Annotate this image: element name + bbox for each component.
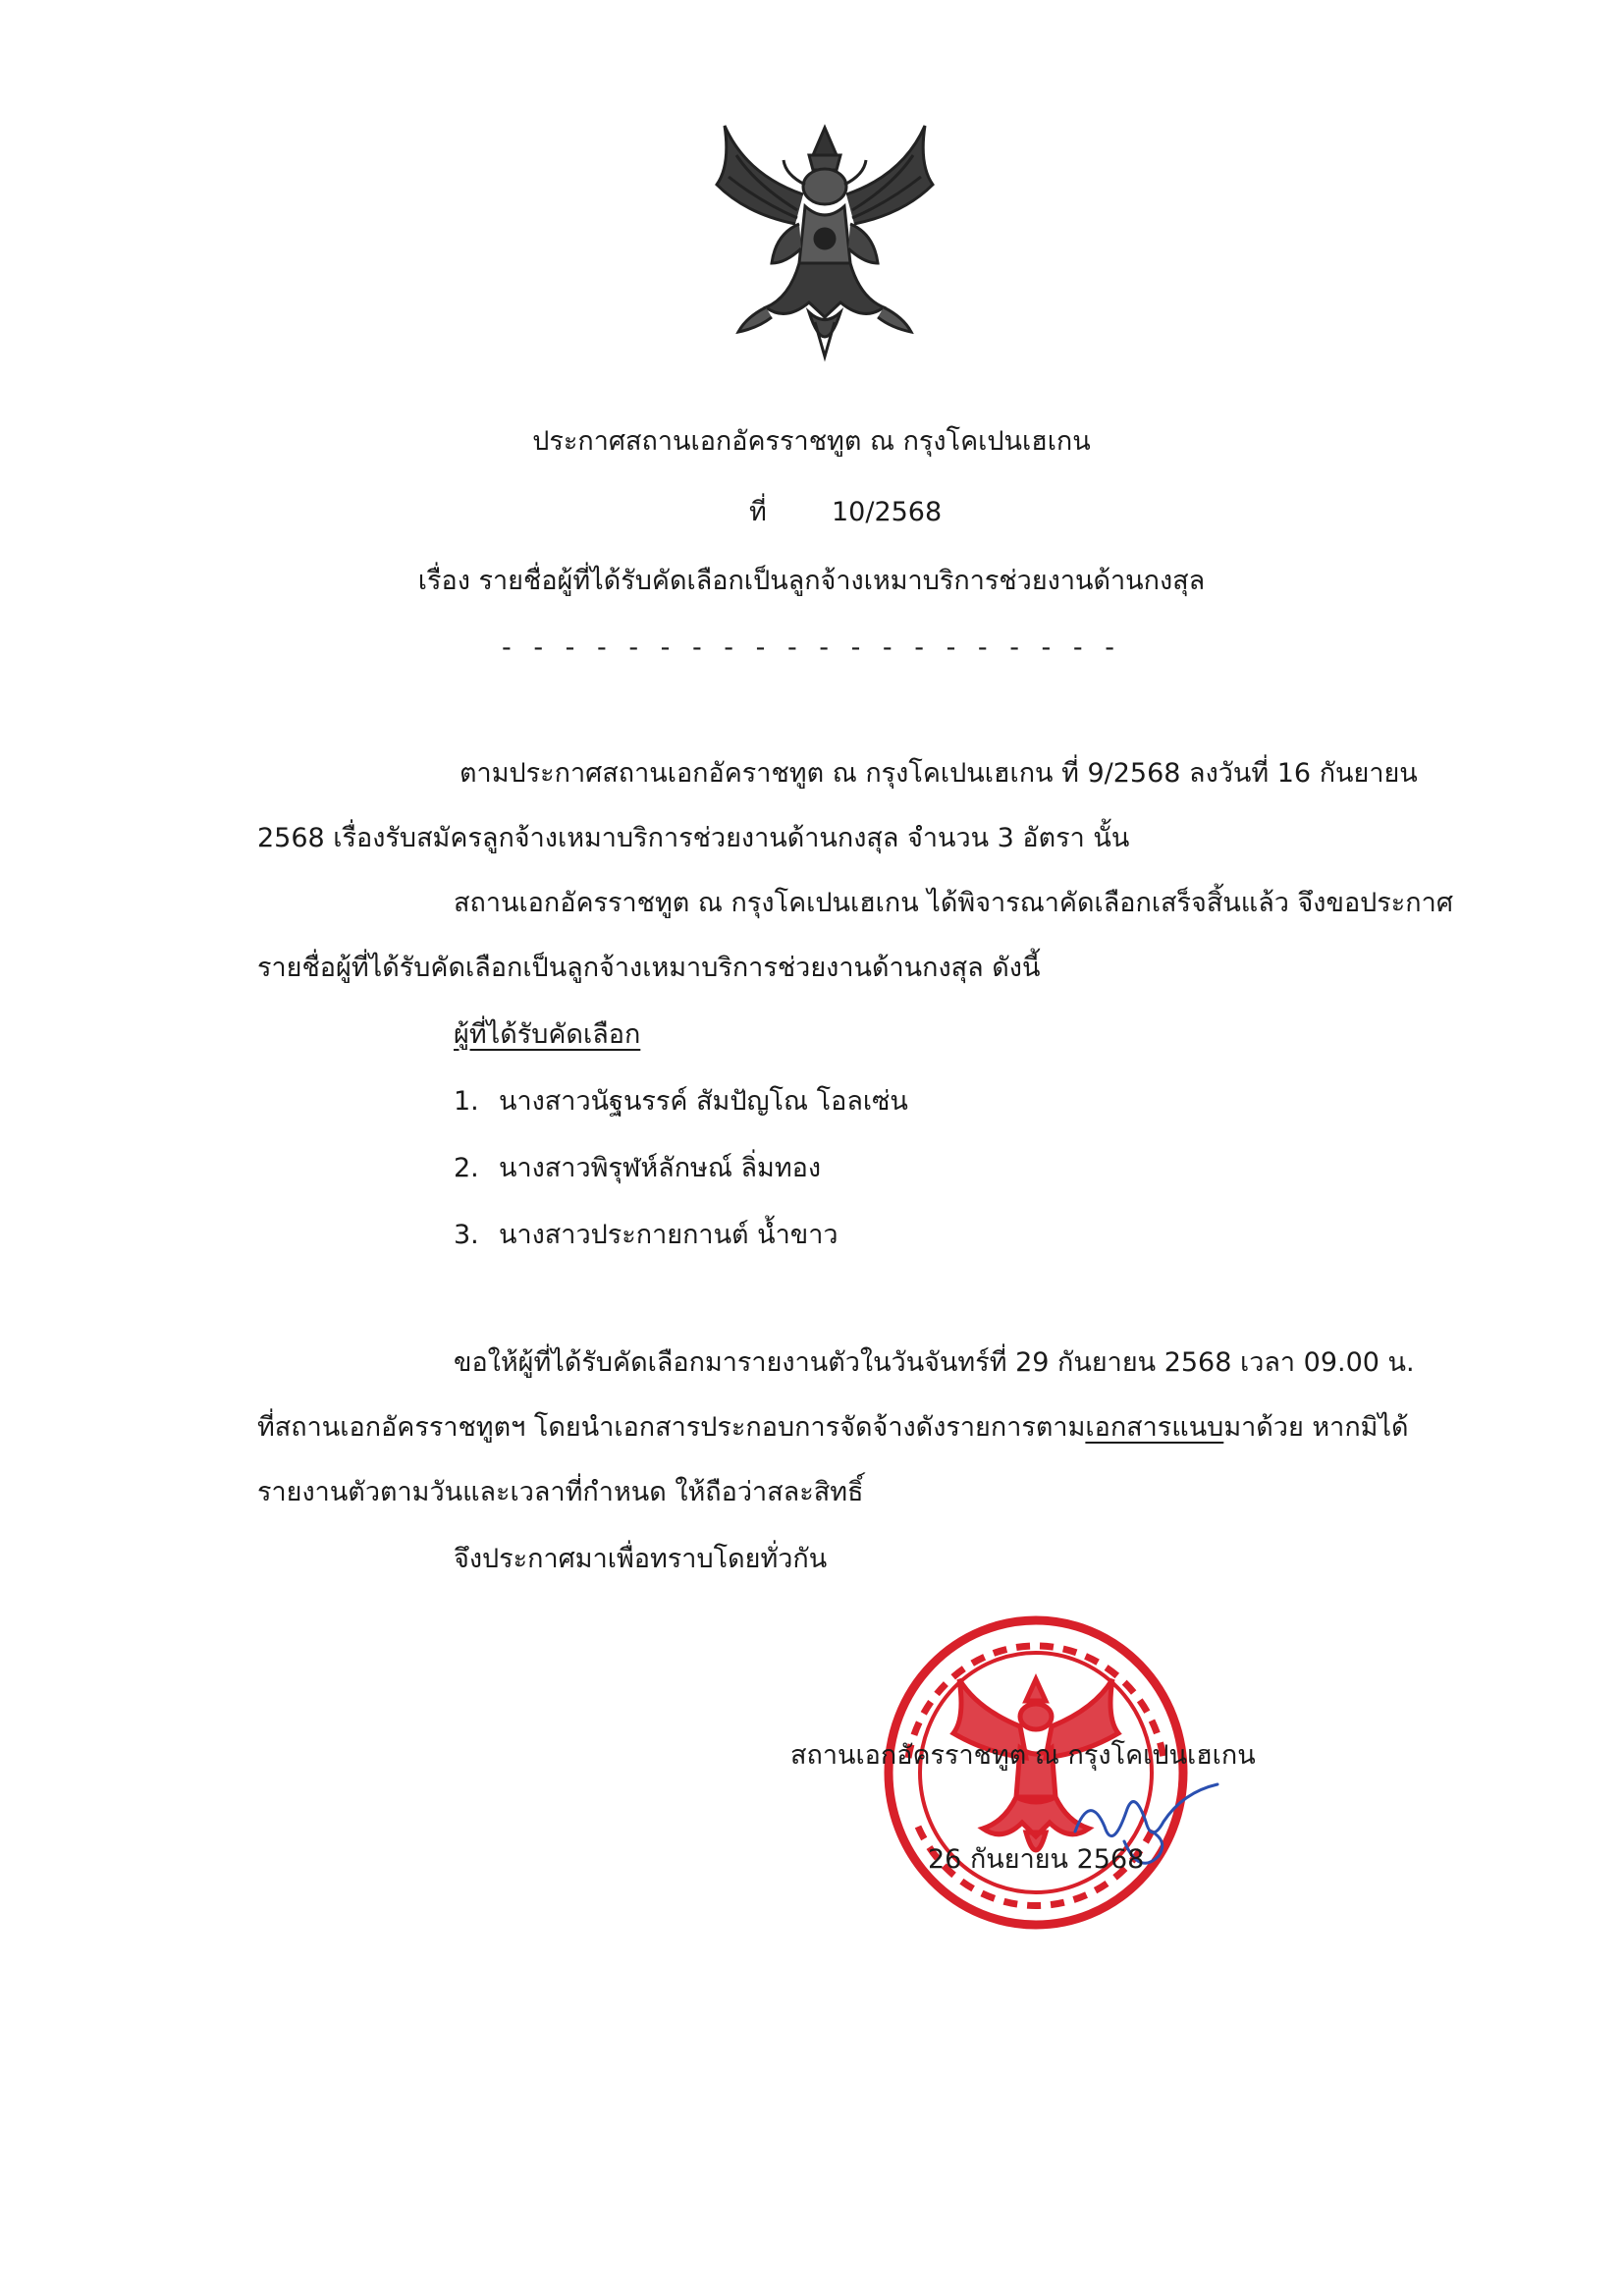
garuda-emblem-icon (707, 116, 943, 366)
paragraph-1-line-2: 2568 เรื่องรับสมัครลูกจ้างเหมาบริการช่วยงานด้านกงสุล จำนวน 3 อัตรา นั้น (257, 823, 1130, 853)
paragraph-3-line-3: รายงานตัวตามวันและเวลาที่กำหนด ให้ถือว่าสละสิทธิ์ (257, 1477, 864, 1507)
issuer-name: สถานเอกอัครราชทูต ณ กรุงโคเปนเฮเกน (790, 1740, 1256, 1771)
number-label: ที่ (749, 497, 767, 527)
announcement-subject: เรื่อง รายชื่อผู้ที่ได้รับคัดเลือกเป็นลูกจ้างเหมาบริการช่วยงานด้านกงสุล (417, 566, 1206, 596)
issue-date: 26 กันยายน 2568 (928, 1844, 1145, 1875)
list-item (454, 1216, 839, 1255)
list-item (454, 1149, 821, 1188)
paragraph-3-line-2-end: มาด้วย หากมิได้ (1223, 1412, 1409, 1443)
paragraph-3-line-2-start: ที่สถานเอกอัครราชทูตฯ โดยนำเอกสารประกอบการจัดจ้างดังรายการตาม (257, 1412, 1086, 1443)
list-item-name: นางสาวนัฐนรรค์ สัมปัญโณ โอลเซ่น (499, 1086, 908, 1117)
list-item (454, 1082, 908, 1121)
closing-statement: จึงประกาศมาเพื่อทราบโดยทั่วกัน (454, 1544, 828, 1574)
paragraph-2-line-1: สถานเอกอัครราชทูต ณ กรุงโคเปนเฮเกน ได้พิจารณาคัดเลือกเสร็จสิ้นแล้ว จึงขอประกาศ (454, 888, 1453, 918)
selected-heading: ผู้ที่ได้รับคัดเลือก (454, 1019, 641, 1050)
list-item-number: 2. (454, 1153, 479, 1183)
list-item-name: นางสาวประกายกานต์ น้ำขาว (499, 1220, 839, 1250)
paragraph-1-line-1: ตามประกาศสถานเอกอัคราชทูต ณ กรุงโคเปนเฮเกน ที่ 9/2568 ลงวันที่ 16 กันยายน (460, 758, 1418, 789)
paragraph-3-line-1: ขอให้ผู้ที่ได้รับคัดเลือกมารายงานตัวในวันจันทร์ที่ 29 กันยายน 2568 เวลา 09.00 น. (454, 1347, 1415, 1378)
announcement-number: 10/2568 (832, 497, 943, 527)
list-item-number: 3. (454, 1220, 479, 1250)
list-item-name: นางสาวพิรุฬห์ลักษณ์ ลิ่มทอง (499, 1153, 822, 1183)
attachment-reference: เอกสารแนบ (1085, 1412, 1224, 1443)
paragraph-2-line-2: รายชื่อผู้ที่ได้รับคัดเลือกเป็นลูกจ้างเหมาบริการช่วยงานด้านกงสุล ดังนี้ (257, 953, 1041, 983)
paragraph-3-line-2 (257, 1408, 1409, 1448)
list-item-number: 1. (454, 1086, 479, 1117)
announcement-title: ประกาศสถานเอกอัครราชทูต ณ กรุงโคเปนเฮเกน (532, 426, 1091, 457)
divider-dashes: - - - - - - - - - - - - - - - - - - - - (502, 632, 1121, 663)
